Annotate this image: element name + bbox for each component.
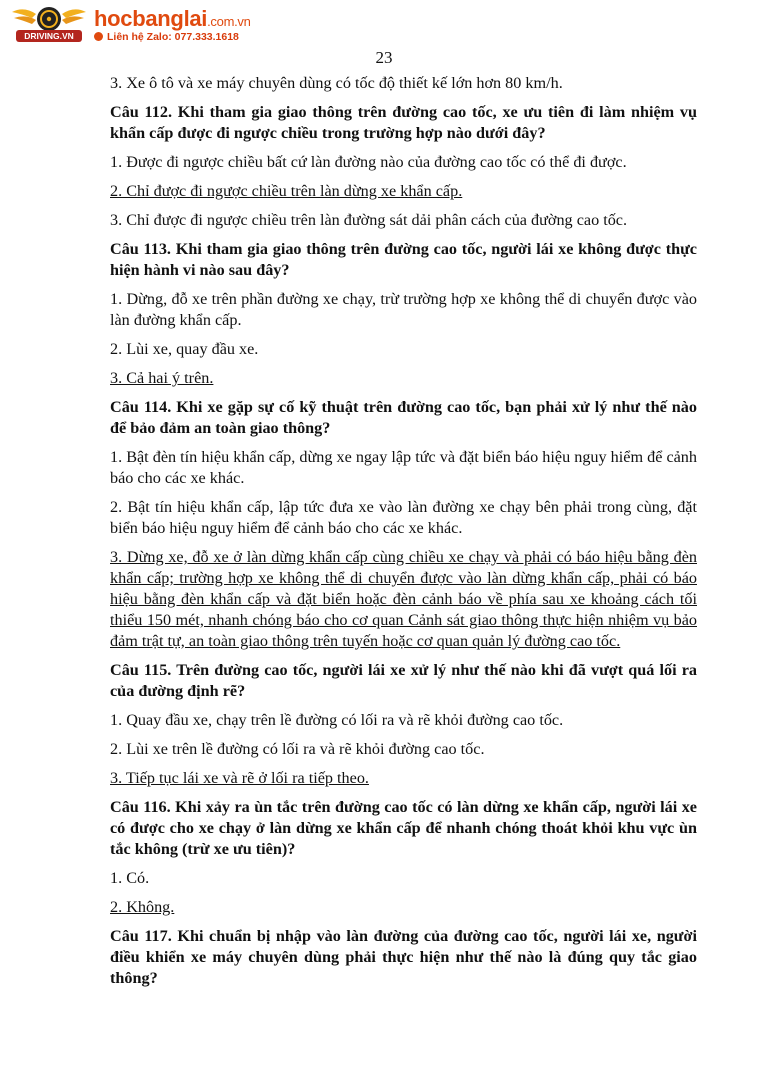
- driving-logo-icon: [10, 4, 88, 44]
- question-text: Câu 117. Khi chuẩn bị nhập vào làn đường của đường cao tốc, người lái xe, người điều khiển xe máy chuyên dùng phải thực hiện như thế nào là đúng quy tắc giao thông?: [110, 927, 697, 987]
- brand-logo: [94, 6, 251, 32]
- correct-answer-text: 2. Không.: [110, 898, 175, 916]
- brand-domain: .com.vn: [207, 14, 251, 29]
- answer-option: 1. Được đi ngược chiều bất cứ làn đường nào của đường cao tốc có thể đi được.: [110, 153, 627, 171]
- correct-answer-text: 3. Dừng xe, đỗ xe ở làn dừng khẩn cấp cùng chiều xe chạy và phải có báo hiệu bằng đèn khẩn cấp; trường hợp xe không thể di chuyển được vào làn dừng khẩn cấp, phải có báo hiệu bằng đèn khẩn cấp và đặt biển hoặc đèn cảnh báo về phía sau xe khoảng cách tối thiểu 150 mét, nhanh chóng báo cho cơ quan Cảnh sát giao thông thực hiện nhiệm vụ bảo đảm trật tự, an toàn giao thông trên tuyến hoặc cơ quan quản lý đường cao tốc.: [110, 548, 697, 650]
- question-text: Câu 113. Khi tham gia giao thông trên đường cao tốc, người lái xe không được thực hiện hành vi nào sau đây?: [110, 240, 697, 279]
- answer-option: 1. Bật đèn tín hiệu khẩn cấp, dừng xe ngay lập tức và đặt biển báo hiệu nguy hiểm để cảnh báo cho các xe khác.: [110, 448, 697, 487]
- answer-option: 2. Lùi xe, quay đầu xe.: [110, 340, 259, 358]
- correct-answer: [110, 368, 697, 389]
- page-number: 23: [375, 48, 393, 67]
- contact-line: [94, 31, 239, 43]
- answer-option: 1. Quay đầu xe, chạy trên lề đường có lối ra và rẽ khỏi đường cao tốc.: [110, 711, 564, 729]
- correct-answer: [110, 547, 697, 652]
- site-header: [10, 4, 310, 44]
- answer-option: 1. Có.: [110, 869, 150, 887]
- answer-option: 2. Lùi xe trên lề đường có lối ra và rẽ khỏi đường cao tốc.: [110, 740, 485, 758]
- correct-answer: [110, 181, 697, 202]
- correct-answer: [110, 768, 697, 789]
- correct-answer-text: 3. Cả hai ý trên.: [110, 369, 214, 387]
- question-text: Câu 116. Khi xảy ra ùn tắc trên đường cao tốc có làn dừng xe khẩn cấp, người lái xe có được cho xe chạy ở làn dừng xe khẩn cấp để nhanh chóng thoát khỏi khu vực ùn tắc không (trừ xe ưu tiên)?: [110, 798, 697, 858]
- question-text: Câu 115. Trên đường cao tốc, người lái xe xử lý như thế nào khi đã vượt quá lối ra của đường định rẽ?: [110, 661, 697, 700]
- document-body: [110, 73, 697, 997]
- correct-answer: [110, 897, 697, 918]
- correct-answer-text: 3. Tiếp tục lái xe và rẽ ở lối ra tiếp theo.: [110, 769, 369, 787]
- phone-icon: [94, 32, 103, 41]
- answer-option: 3. Chỉ được đi ngược chiều trên làn đường sát dải phân cách của đường cao tốc.: [110, 211, 628, 229]
- brand-name: hocbanglai: [94, 6, 208, 31]
- answer-option: 3. Xe ô tô và xe máy chuyên dùng có tốc độ thiết kế lớn hơn 80 km/h.: [110, 74, 563, 92]
- contact-text: Liên hệ Zalo: 077.333.1618: [107, 31, 239, 43]
- answer-option: 1. Dừng, đỗ xe trên phần đường xe chạy, trừ trường hợp xe không thể di chuyển được vào làn đường khẩn cấp.: [110, 290, 697, 329]
- question-text: Câu 114. Khi xe gặp sự cố kỹ thuật trên đường cao tốc, bạn phải xử lý như thế nào để bảo đảm an toàn giao thông?: [110, 398, 697, 437]
- question-text: Câu 112. Khi tham gia giao thông trên đường cao tốc, xe ưu tiên đi làm nhiệm vụ khẩn cấp được đi ngược chiều trong trường hợp nào dưới đây?: [110, 103, 697, 142]
- answer-option: 2. Bật tín hiệu khẩn cấp, lập tức đưa xe vào làn đường xe chạy bên phải trong cùng, đặt biển báo hiệu nguy hiểm để cảnh báo cho các xe khác.: [110, 498, 697, 537]
- correct-answer-text: 2. Chỉ được đi ngược chiều trên làn dừng xe khẩn cấp.: [110, 182, 463, 200]
- badge-text: DRIVING.VN: [24, 31, 74, 41]
